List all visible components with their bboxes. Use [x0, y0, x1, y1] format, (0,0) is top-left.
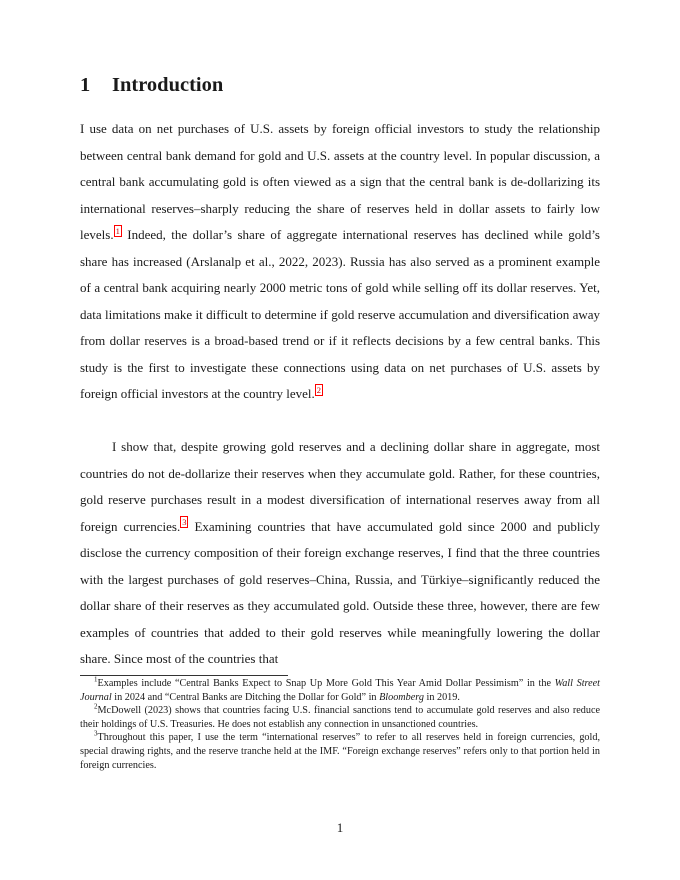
- footnote-text: in 2024 and “Central Banks are Ditching the Dollar for Gold” in: [111, 691, 380, 703]
- footnote-italic: Wall Street Journal: [80, 678, 600, 703]
- footnote-text: in 2019.: [423, 691, 460, 703]
- footnote-divider: [80, 675, 288, 676]
- footnote-1: [80, 677, 600, 704]
- intro-paragraph-1: [80, 116, 600, 408]
- page-number: 1: [336, 820, 344, 835]
- footnote-mark: 1: [94, 675, 98, 684]
- footnote-text: Throughout this paper, I use the term “international reserves” to refer to all reserves held in foreign currencies, gold, special drawing rights, and the reserve tranche held at the IMF. “Foreign exchange reserves” refers only to that portion held in foreign currencies.: [80, 732, 600, 771]
- footnote-3: [80, 731, 600, 772]
- paragraph-text: I use data on net purchases of U.S. assets by foreign official investors to study the relationship between central bank demand for gold and U.S. assets at the country level. In popular discussion, a central bank accumulating gold is often viewed as a sign that the central bank is de-dollarizing its international reserves–sharply reducing the share of reserves held in dollar assets to fairly low levels.: [80, 121, 600, 242]
- footnotes: [80, 677, 600, 772]
- section-number: 1: [80, 74, 91, 96]
- footnote-2: [80, 704, 600, 731]
- footnote-ref-2[interactable]: 2: [316, 384, 322, 395]
- paragraph-text: Indeed, the dollar’s share of aggregate international reserves has declined while gold’s share has increased (Arslanalp et al., 2022, 2023). Russia has also served as a prominent example of a central bank acquiring nearly 2000 metric tons of gold while selling off its dollar reserves. Yet, data limitations make it difficult to determine if gold reserve accumulation and diversification away from dollar reserves is a broad-based trend or if it reflects decisions by a few central banks. This study is the first to investigate these connections using data on net purchases of U.S. assets by foreign official investors at the country level.: [80, 227, 600, 401]
- footnote-ref-3[interactable]: 3: [182, 517, 187, 528]
- footnote-mark: 2: [94, 702, 98, 711]
- footnote-text: Examples include “Central Banks Expect to Snap Up More Gold This Year Amid Dollar Pessimism” in the: [97, 678, 555, 689]
- footnote-italic: Bloomberg: [379, 691, 424, 703]
- footnote-mark: 3: [94, 729, 98, 738]
- section-title: Introduction: [112, 74, 224, 96]
- intro-paragraph-2: [80, 434, 600, 673]
- paragraph-text: I show that, despite growing gold reserves and a declining dollar share in aggregate, most countries do not de-dollarize their reserves when they accumulate gold. Rather, for these countries, gold reserve purchases result in a modest diversification of international reserves away from all foreign currencies.: [80, 439, 600, 534]
- footnote-ref-1[interactable]: 1: [115, 225, 120, 236]
- section-heading: [80, 74, 223, 97]
- paragraph-text: Examining countries that have accumulated gold since 2000 and publicly disclose the currency composition of their foreign exchange reserves, I find that the three countries with the largest purchases of gold reserves–China, Russia, and Türkiye–significantly reduced the dollar share of their reserves as they accumulated gold. Outside these three, however, there are few examples of countries that added to their gold reserves while meaningfully lowering the dollar share. Since most of the countries that: [80, 518, 600, 666]
- footnote-text: McDowell (2023) shows that countries facing U.S. financial sanctions tend to accumulate gold reserves and also reduce their holdings of U.S. Treasuries. He does not establish any connection in unsanctioned countries.: [80, 705, 600, 730]
